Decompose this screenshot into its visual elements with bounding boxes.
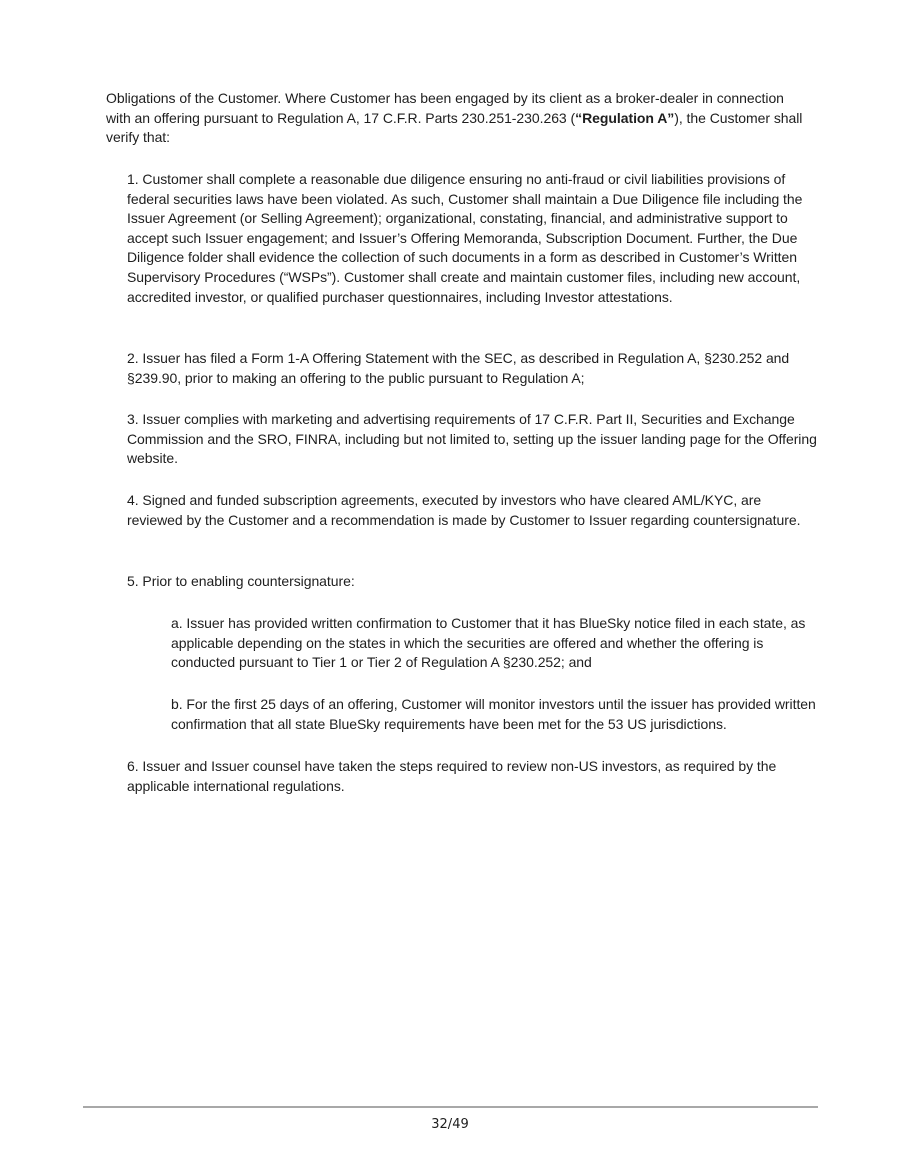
list-item-5: 5. Prior to enabling countersignature: [127, 573, 355, 589]
page-number: 32/49 [431, 1117, 469, 1132]
list-item-3: 3. Issuer complies with marketing and advertising requirements of 17 C.F.R. Part II, Securities and Exchange Commission and the SRO, FINRA, including but not limited to, setting up the issuer landing page for the Offering website. [127, 411, 817, 467]
intro-paragraph [106, 89, 806, 148]
footer-divider [83, 1106, 818, 1108]
intro-text-lead: Obligations of the Customer. Where Customer has been engaged by its client as a broker-dealer in connection with an offering pursuant to Regulation A, 17 C.F.R. Parts 230.251-230.263 ( [106, 90, 784, 126]
list-item-6: 6. Issuer and Issuer counsel have taken the steps required to review non-US investors, as required by the applicable international regulations. [127, 758, 777, 794]
sub-item-a: a. Issuer has provided written confirmation to Customer that it has BlueSky notice filed in each state, as applicable depending on the states in which the securities are offered and whether the offering is conducted pursuant to Tier 1 or Tier 2 of Regulation A §230.252; and [171, 615, 806, 671]
intro-text-tail: ), the Customer shall verify that: [106, 109, 803, 146]
list-item-4: 4. Signed and funded subscription agreements, executed by investors who have cleared AML/KYC, are reviewed by the Customer and a recommendation is made by Customer to Issuer regarding countersignature. [127, 492, 801, 528]
regulation-a-term: “Regulation A” [575, 109, 675, 126]
sub-item-b: b. For the first 25 days of an offering, Customer will monitor investors until the issuer has provided written confirmation that all state BlueSky requirements have been met for the 53 US jurisdictions. [171, 696, 816, 732]
list-item-2: 2. Issuer has filed a Form 1-A Offering Statement with the SEC, as described in Regulation A, §230.252 and §239.90, prior to making an offering to the public pursuant to Regulation A; [127, 350, 790, 386]
list-item-1: 1. Customer shall complete a reasonable due diligence ensuring no anti-fraud or civil liabilities provisions of federal securities laws have been violated. As such, Customer shall maintain a Due Diligence file including the Issuer Agreement (or Selling Agreement); organizational, constating, financial, and administrative support to accept such Issuer engagement; and Issuer’s Offering Memoranda, Subscription Document. Further, the Due Diligence folder shall evidence the collection of such documents in a form as described in Customer’s Written Supervisory Procedures (“WSPs”). Customer shall create and maintain customer files, including new account, accredited investor, or qualified purchaser questionnaires, including Investor attestations. [127, 171, 803, 305]
